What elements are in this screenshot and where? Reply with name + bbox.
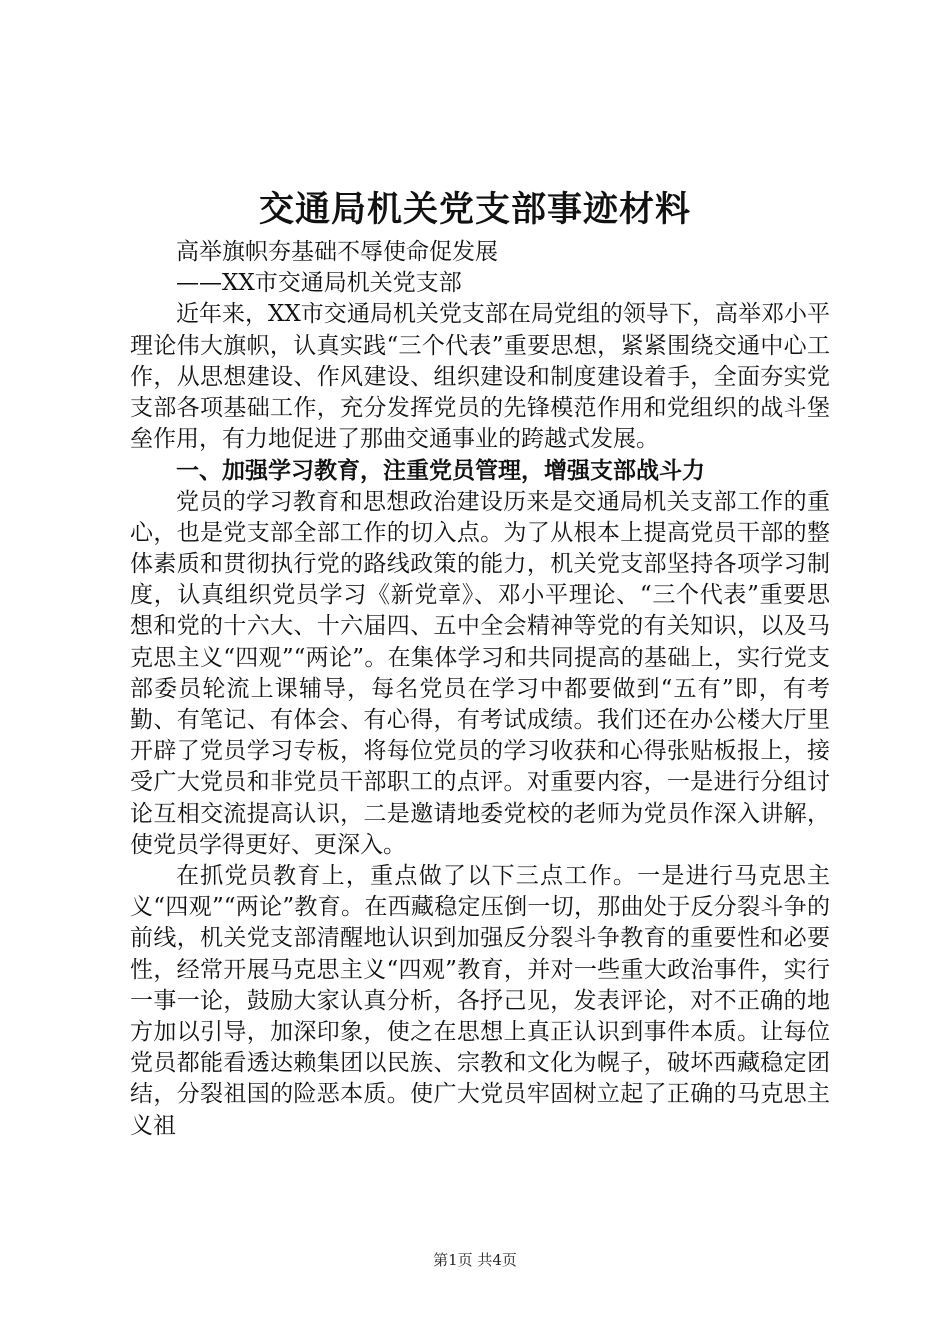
document-author-line: ——XX市交通局机关党支部 (176, 270, 462, 297)
page-number-footer: 第1页 共4页 (433, 1251, 517, 1269)
section-heading: 一、加强学习教育，注重党员管理，增强支部战斗力 (176, 457, 705, 485)
document-title: 交通局机关党支部事迹材料 (258, 189, 691, 230)
body-paragraph: 在抓党员教育上，重点做了以下三点工作。一是进行马克思主义“四观”“两论”教育。在西藏稳定压倒一切，那曲处于反分裂斗争的前线，机关党支部清醒地认识到加强反分裂斗争教育的重要性和必要性，经常开展马克思主义“四观”教育，并对一些重大政治事件，实行一事一论，鼓励大家认真分析，各抒己见，发表评论，对不正确的地方加以引导，加深印象，使之在思想上真正认识到事件本质。让每位党员都能看透达赖集团以民族、宗教和文化为幌子，破坏西藏稳定团结，分裂祖国的险恶本质。使广大党员牢固树立起了正确的马克思主义祖 (130, 863, 830, 1139)
document-subtitle: 高举旗帜夯基础不辱使命促发展 (176, 239, 498, 265)
document-body (130, 237, 830, 1142)
body-paragraph: 党员的学习教育和思想政治建设历来是交通局机关支部工作的重心，也是党支部全部工作的切入点。为了从根本上提高党员干部的整体素质和贯彻执行党的路线政策的能力，机关党支部坚持各项学习制度，认真组织党员学习《新党章》、邓小平理论、“三个代表”重要思想和党的十六大、十六届四、五中全会精神等党的有关知识，以及马克思主义“四观”“两论”。在集体学习和共同提高的基础上，实行党支部委员轮流上课辅导，每名党员在学习中都要做到“五有”即，有考勤、有笔记、有体会、有心得，有考试成绩。我们还在办公楼大厅里开辟了党员学习专板，将每位党员的学习收获和心得张贴板报上，接受广大党员和非党员干部职工的点评。对重要内容，一是进行分组讨论互相交流提高认识，二是邀请地委党校的老师为党员作深入讲解，使党员学得更好、更深入。 (130, 488, 830, 858)
body-paragraph: 近年来，XX市交通局机关党支部在局党组的领导下，高举邓小平理论伟大旗帜，认真实践“三个代表”重要思想，紧紧围绕交通中心工作，从思想建设、作风建设、组织建设和制度建设着手，全面夯实党支部各项基础工作，充分发挥党员的先锋模范作用和党组织的战斗堡垒作用，有力地促进了那曲交通事业的跨越式发展。 (130, 301, 830, 453)
